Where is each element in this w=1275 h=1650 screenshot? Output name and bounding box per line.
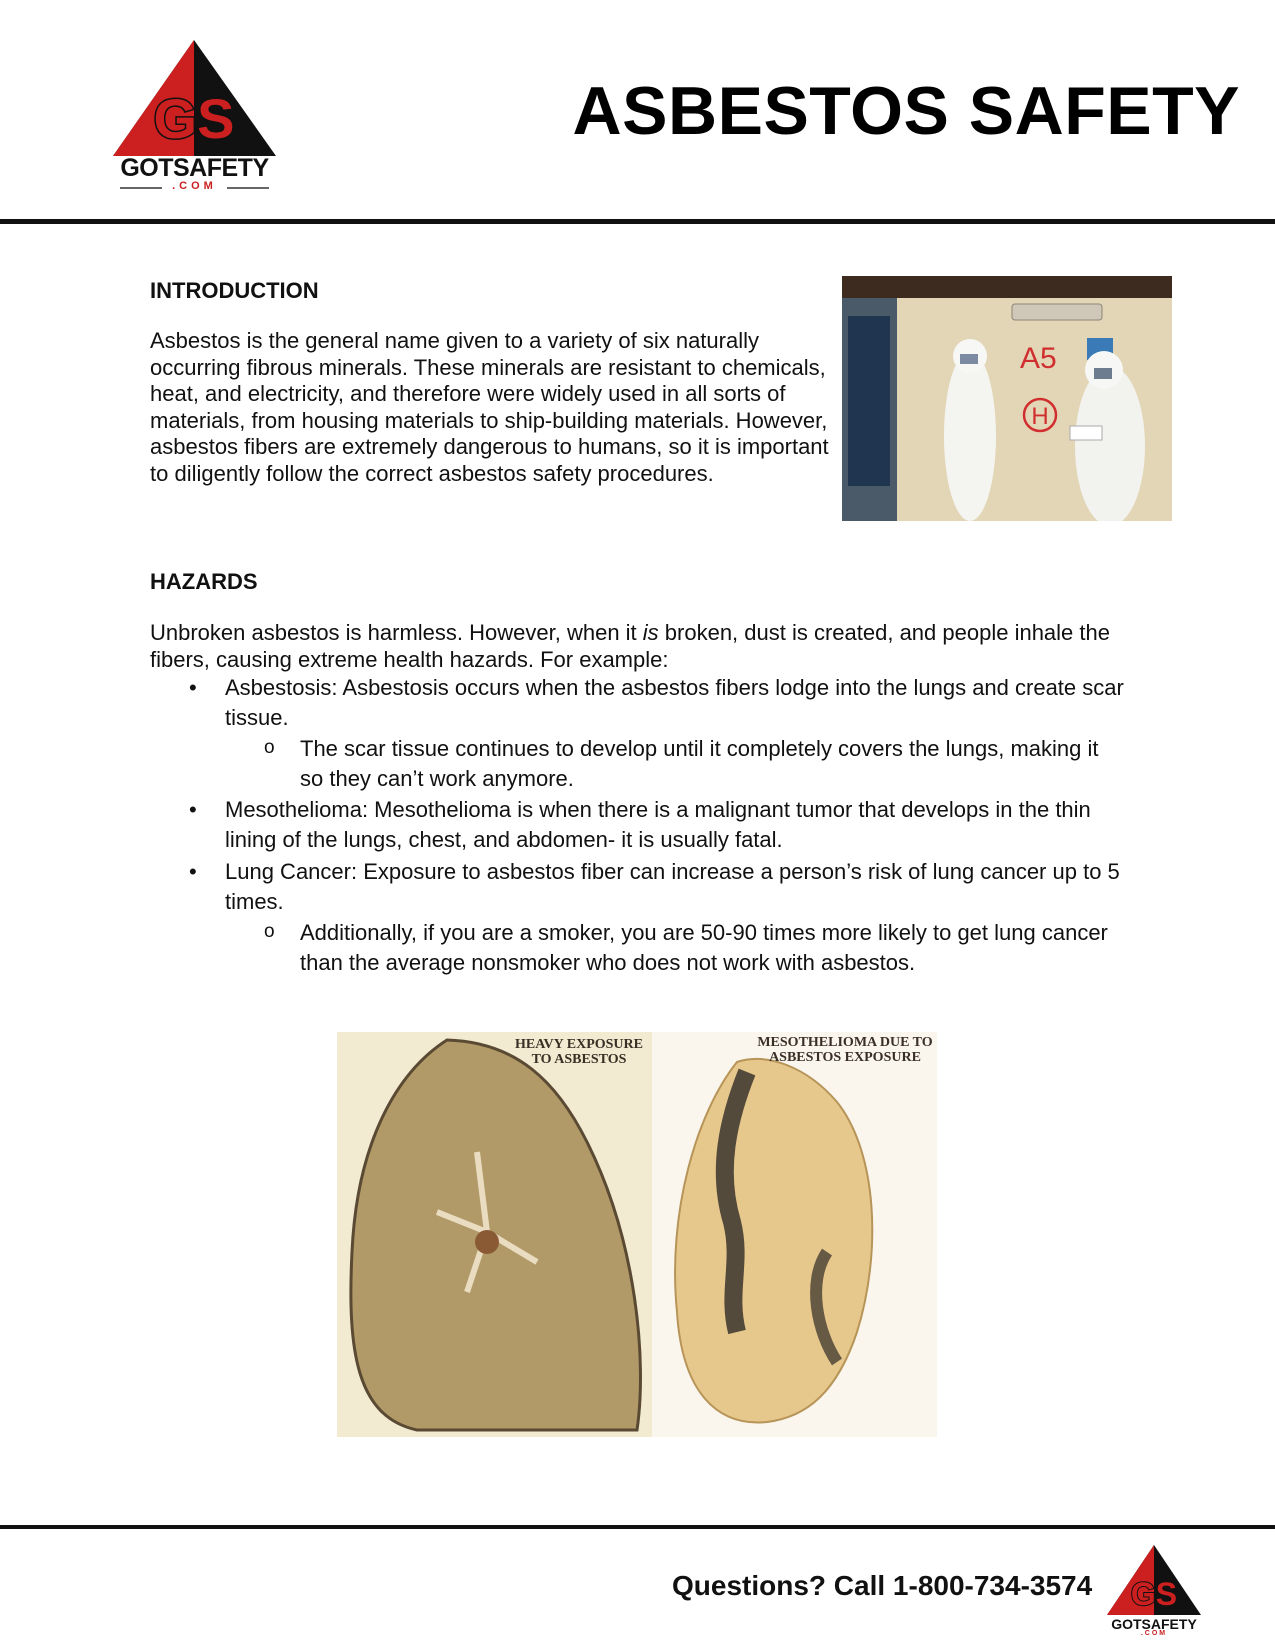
footer-logo <box>1106 1544 1202 1636</box>
left-image-caption: TO ASBESTOS <box>531 1052 627 1067</box>
footer-logo-triangle-icon <box>1106 1544 1202 1616</box>
hazards-heading: HAZARDS <box>150 569 258 594</box>
footer-divider <box>0 1525 1275 1529</box>
hazards-intro-emphasis: is <box>642 620 659 645</box>
footer-contact-text: Questions? Call 1-800-734-3574 <box>672 1570 1093 1601</box>
hazards-intro-paragraph <box>150 620 1140 673</box>
right-image-caption: MESOTHELIOMA DUE TO <box>757 1035 933 1050</box>
sign-circle-text: H <box>1031 403 1049 430</box>
footer-logo-suffix-text: .COM <box>1140 1630 1168 1637</box>
logo-suffix-text: .COM <box>172 180 217 192</box>
hazard-list-item-asbestosis: • Asbestosis: Asbestosis occurs when the asbestos fibers lodge into the lungs and create scar tissue. <box>225 673 1125 733</box>
page-title: ASBESTOS SAFETY <box>572 73 1240 149</box>
workers-photo <box>842 276 1172 521</box>
hazard-subitem-scar-tissue: o The scar tissue continues to develop until it completely covers the lungs, making it so they can’t work anymore. <box>300 734 1125 794</box>
hazards-intro-text: broken, dust is created, and people inhale the fibers, causing extreme health hazards. For example: <box>150 620 1110 672</box>
logo-brand-text: GOTSAFETY <box>120 154 269 182</box>
hazards-intro-text: Unbroken asbestos is harmless. However, when it <box>150 620 643 645</box>
gotsafety-logo <box>112 38 277 190</box>
lung-comparison-image <box>337 1032 937 1437</box>
sign-text: A5 <box>1020 342 1057 375</box>
introduction-paragraph: Asbestos is the general name given to a variety of six naturally occurring fibrous minerals. These minerals are resistant to chemicals, heat, and electricity, and therefore were widely used in all sorts of materials, from housing materials to ship-building materials. However, asbestos fibers are extremely dangerous to humans, so it is important to diligently follow the correct asbestos safety procedures. <box>150 328 829 486</box>
footer-logo-monogram: GS <box>1130 1576 1178 1612</box>
left-image-caption: HEAVY EXPOSURE <box>515 1037 643 1052</box>
hazard-list-item-mesothelioma: • Mesothelioma: Mesothelioma is when there is a malignant tumor that develops in the thin lining of the lungs, chest, and abdomen- it is usually fatal. <box>225 795 1125 855</box>
right-image-caption: ASBESTOS EXPOSURE <box>769 1050 921 1065</box>
introduction-heading: INTRODUCTION <box>150 278 319 303</box>
hazard-list-item-lung-cancer: • Lung Cancer: Exposure to asbestos fiber can increase a person’s risk of lung cancer up to 5 times. <box>225 857 1125 917</box>
header-divider <box>0 219 1275 224</box>
logo-monogram: GS <box>153 87 235 150</box>
footer-logo-brand-text: GOTSAFETY <box>1111 1616 1197 1632</box>
hazard-subitem-smoker-risk: o Additionally, if you are a smoker, you are 50-90 times more likely to get lung cancer than the average nonsmoker who does not work with asbestos. <box>300 918 1125 978</box>
logo-divider <box>227 187 269 189</box>
logo-triangle-icon <box>112 38 277 158</box>
